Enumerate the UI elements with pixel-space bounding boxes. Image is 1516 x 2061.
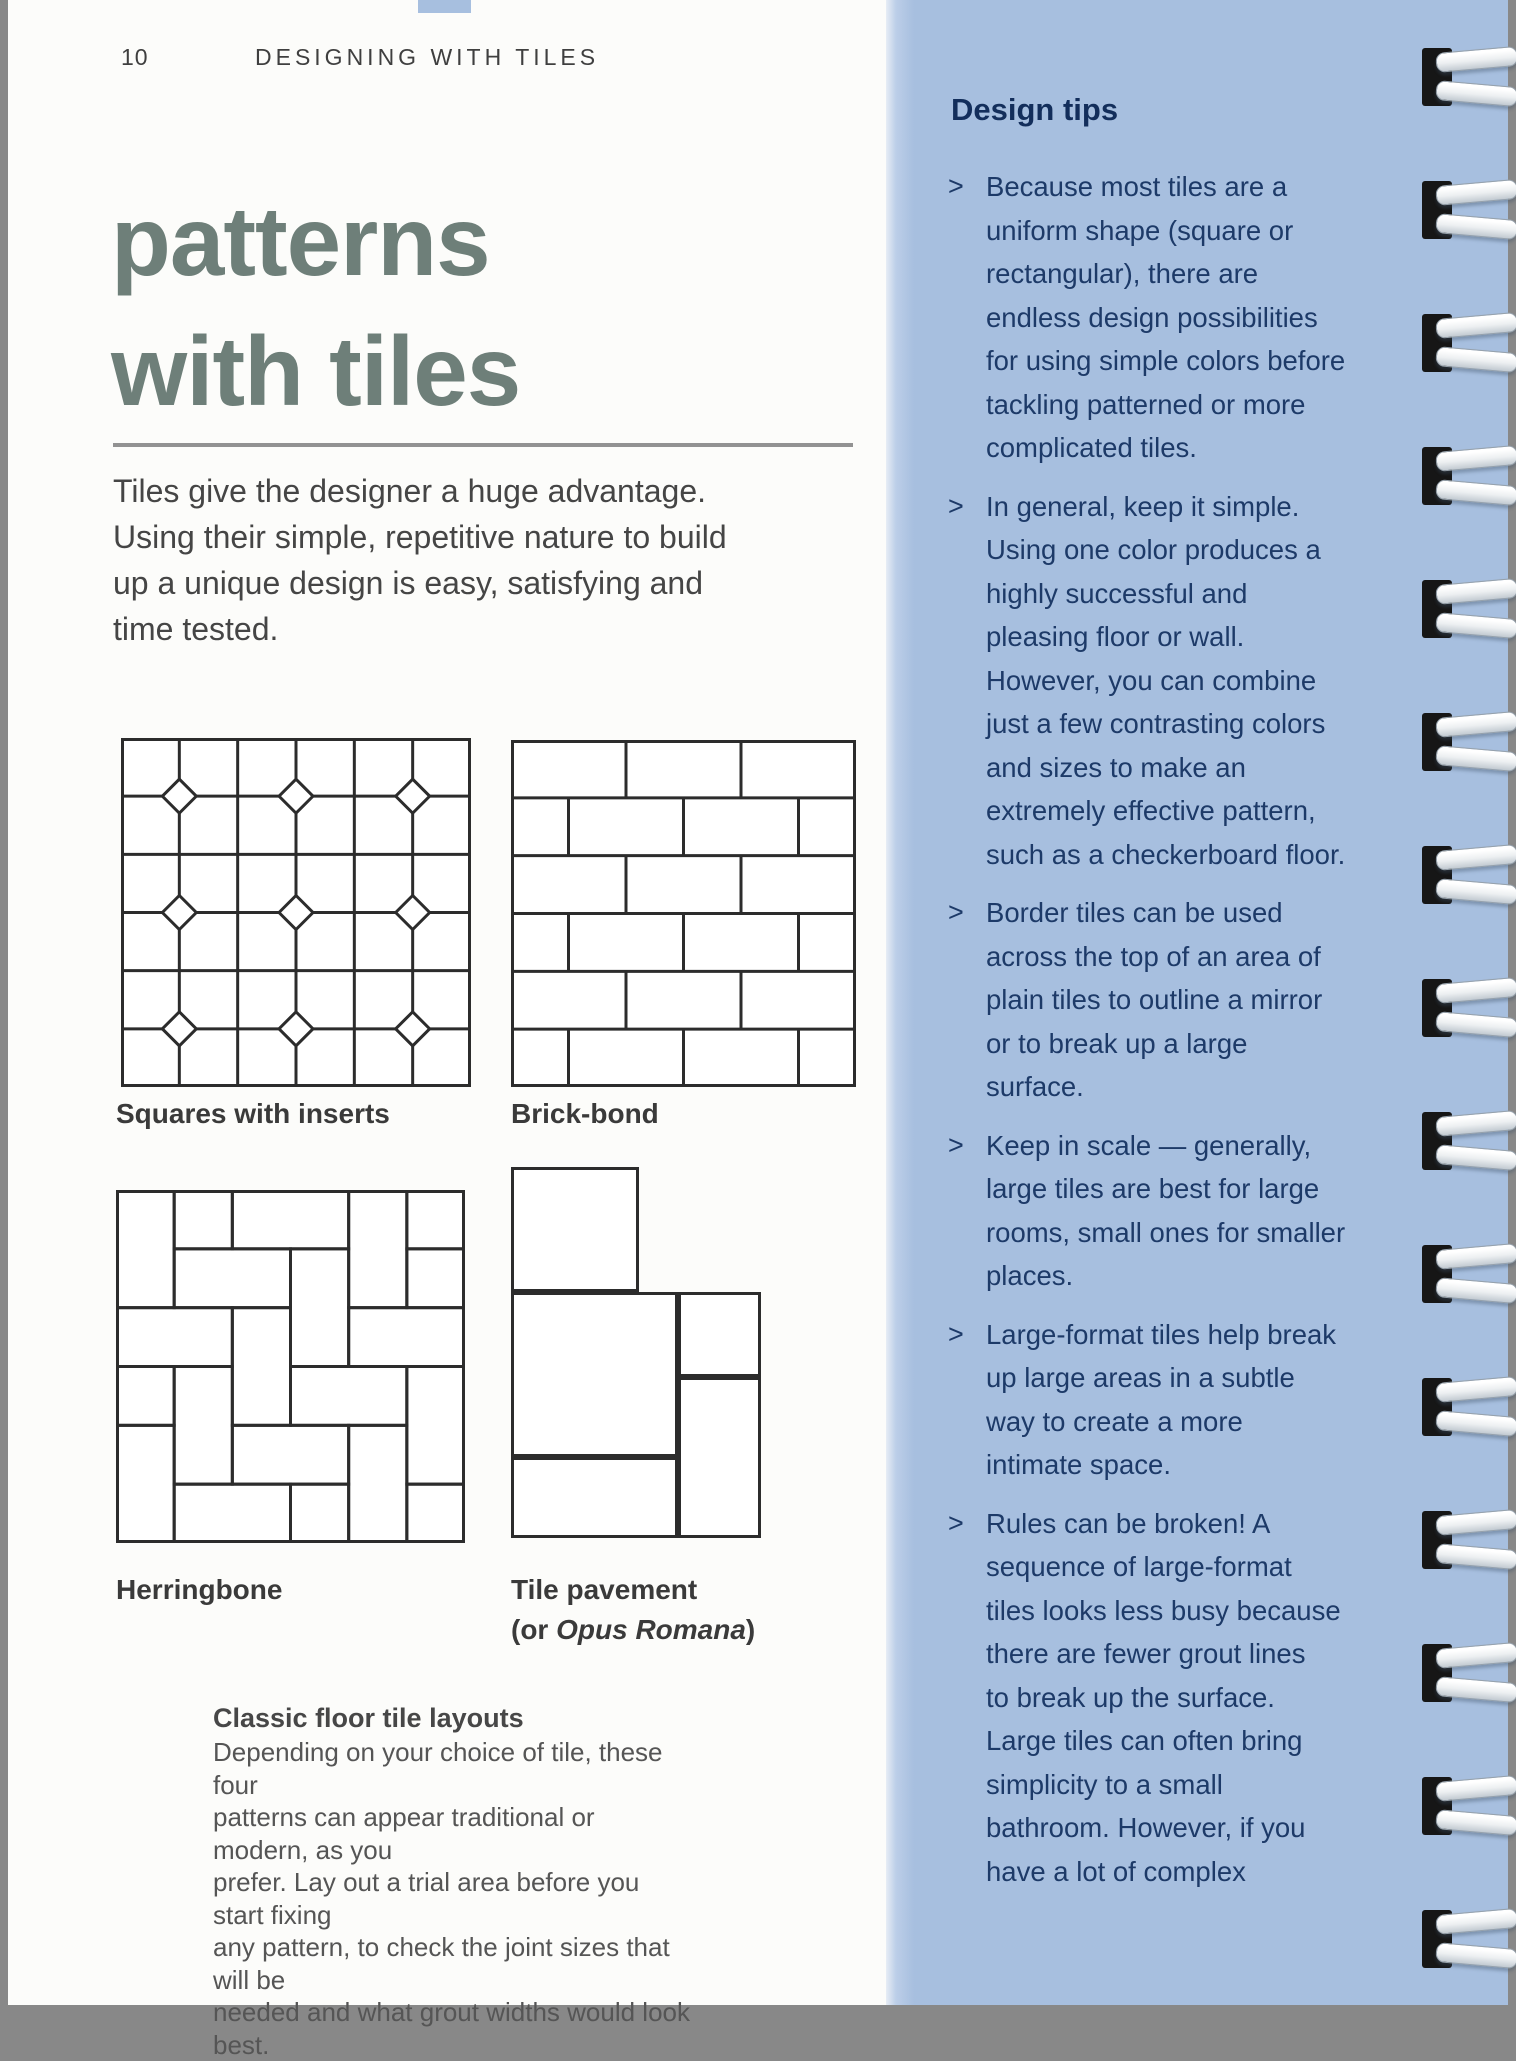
design-tips-list [948, 165, 1388, 1908]
classic-layouts-heading: Classic floor tile layouts [213, 1703, 524, 1733]
diagram-brick-bond [511, 740, 856, 1092]
design-tip-line: or to break up a large [986, 1027, 1248, 1059]
title-divider [113, 443, 853, 447]
design-tip-line: simplicity to a small [986, 1768, 1223, 1800]
binding-ring [1418, 709, 1513, 775]
page-title-line2: with tiles [111, 316, 521, 426]
bullet-marker: > [948, 490, 964, 521]
page-title [111, 176, 520, 436]
classic-layouts-line: patterns can appear traditional or modern, as you [213, 1802, 595, 1865]
design-tip [948, 1124, 1388, 1298]
design-tip-line: uniform shape (square or [986, 214, 1294, 246]
design-tip-line: large tiles are best for large [986, 1173, 1320, 1204]
classic-layouts-body [213, 1736, 693, 2061]
binding-ring [1418, 44, 1513, 110]
design-tip-line: bathroom. However, if you [986, 1812, 1306, 1843]
bullet-marker: > [948, 897, 964, 927]
bullet-marker: > [948, 171, 964, 201]
design-tip-line: such as a checkerboard floor. [986, 838, 1346, 870]
design-tip [948, 891, 1388, 1109]
design-tip-line: and sizes to make an [986, 751, 1246, 783]
classic-layouts-line: needed and what grout widths would look best. [213, 1997, 690, 2060]
design-tip-line: up large areas in a subtle [986, 1362, 1295, 1393]
design-tip-line: Large tiles can often bring [986, 1725, 1303, 1756]
binding-ring [1418, 1640, 1513, 1706]
design-tip-line: pleasing floor or wall. [986, 621, 1245, 652]
caption-tile-pavement-line1: Tile pavement [511, 1574, 698, 1605]
bullet-marker: > [948, 1129, 964, 1160]
intro-line: up a unique design is easy, satisfying and [113, 565, 704, 601]
design-tip-line: across the top of an area of [986, 940, 1321, 972]
design-tip-line: to break up the surface. [986, 1681, 1275, 1713]
binding-ring [1418, 1241, 1513, 1307]
intro-paragraph [113, 468, 727, 652]
design-tip-line: just a few contrasting colors [986, 708, 1326, 739]
design-tip-line: Because most tiles are a [986, 171, 1288, 202]
design-tip-line: surface. [986, 1071, 1084, 1102]
design-tip-line: sequence of large-format [986, 1551, 1292, 1582]
design-tip-text [986, 891, 1388, 1109]
diagram-herringbone [116, 1190, 465, 1548]
design-tip-line: rectangular), there are [986, 258, 1259, 289]
design-tip [948, 1502, 1388, 1894]
design-tips-heading: Design tips [951, 92, 1119, 127]
design-tip-line: endless design possibilities [986, 301, 1318, 333]
design-tip-line: highly successful and [986, 577, 1248, 609]
design-tip-text [986, 1313, 1388, 1487]
bullet-marker: > [948, 1507, 964, 1538]
classic-layouts-line: prefer. Lay out a trial area before you start fixing [213, 1867, 640, 1930]
page-number: 10 [121, 44, 149, 70]
design-tip-text [986, 165, 1388, 470]
caption-opus-romana: Opus Romana [556, 1614, 746, 1645]
design-tip-line: Using one color produces a [986, 534, 1321, 565]
design-tip-line: Keep in scale — generally, [986, 1129, 1312, 1161]
design-tip-text [986, 1124, 1388, 1298]
design-tip-line: plain tiles to outline a mirror [986, 984, 1323, 1015]
design-tip-line: Rules can be broken! A [986, 1507, 1271, 1539]
binding-ring [1418, 1374, 1513, 1440]
page-top-tab [418, 0, 471, 13]
caption-tile-pavement [511, 1570, 755, 1650]
caption-herringbone: Herringbone [116, 1574, 283, 1605]
design-tip-line: rooms, small ones for smaller [986, 1216, 1346, 1248]
design-tip [948, 165, 1388, 470]
design-tip-line: Border tiles can be used [986, 897, 1283, 928]
design-tip [948, 1313, 1388, 1487]
design-tip-line: tackling patterned or more [986, 388, 1306, 420]
binding-ring [1418, 1507, 1513, 1573]
design-tip-text [986, 1502, 1388, 1894]
caption-brick-bond: Brick-bond [511, 1098, 659, 1129]
design-tip-line: tiles looks less busy because [986, 1594, 1341, 1626]
diagram-squares-with-inserts [121, 738, 471, 1092]
book-page [8, 0, 1508, 2060]
classic-layouts-line: any pattern, to check the joint sizes that will be [213, 1932, 670, 1995]
binding-ring [1418, 1906, 1513, 1972]
classic-layouts-line: Depending on your choice of tile, these four [213, 1737, 663, 1800]
caption-squares-with-inserts: Squares with inserts [116, 1098, 390, 1129]
caption-tile-pavement-line2: (or Opus Romana) [511, 1614, 756, 1645]
design-tip-line: intimate space. [986, 1449, 1171, 1480]
design-tip-text [986, 485, 1388, 877]
design-tip-line: places. [986, 1260, 1074, 1291]
intro-line: Tiles give the designer a huge advantage. [113, 473, 706, 509]
intro-line: Using their simple, repetitive nature to build [113, 519, 727, 555]
diagram-tile-pavement [511, 1167, 761, 1546]
design-tip-line: extremely effective pattern, [986, 795, 1316, 826]
binding-ring [1418, 842, 1513, 908]
binding-ring [1418, 975, 1513, 1041]
design-tip-line: way to create a more [986, 1405, 1243, 1437]
binding-ring [1418, 310, 1513, 376]
binding-ring [1418, 1773, 1513, 1839]
binding-ring [1418, 177, 1513, 243]
design-tip-line: for using simple colors before [986, 345, 1346, 376]
binding-ring [1418, 1108, 1513, 1174]
page-title-line1: patterns [111, 186, 490, 296]
design-tip-line: However, you can combine [986, 664, 1317, 696]
design-tip-line: have a lot of complex [986, 1855, 1246, 1887]
design-tip-line: complicated tiles. [986, 432, 1197, 463]
classic-layouts-note [213, 1703, 693, 2061]
running-head: DESIGNING WITH TILES [255, 44, 600, 70]
design-tips-sidebar [886, 0, 1508, 2005]
design-tip [948, 485, 1388, 877]
design-tip-line: In general, keep it simple. [986, 490, 1300, 522]
binding-ring [1418, 576, 1513, 642]
intro-line: time tested. [113, 611, 279, 647]
design-tip-line: there are fewer grout lines [986, 1638, 1306, 1669]
design-tip-line: Large-format tiles help break [986, 1318, 1337, 1350]
bullet-marker: > [948, 1318, 964, 1349]
binding-ring [1418, 443, 1513, 509]
